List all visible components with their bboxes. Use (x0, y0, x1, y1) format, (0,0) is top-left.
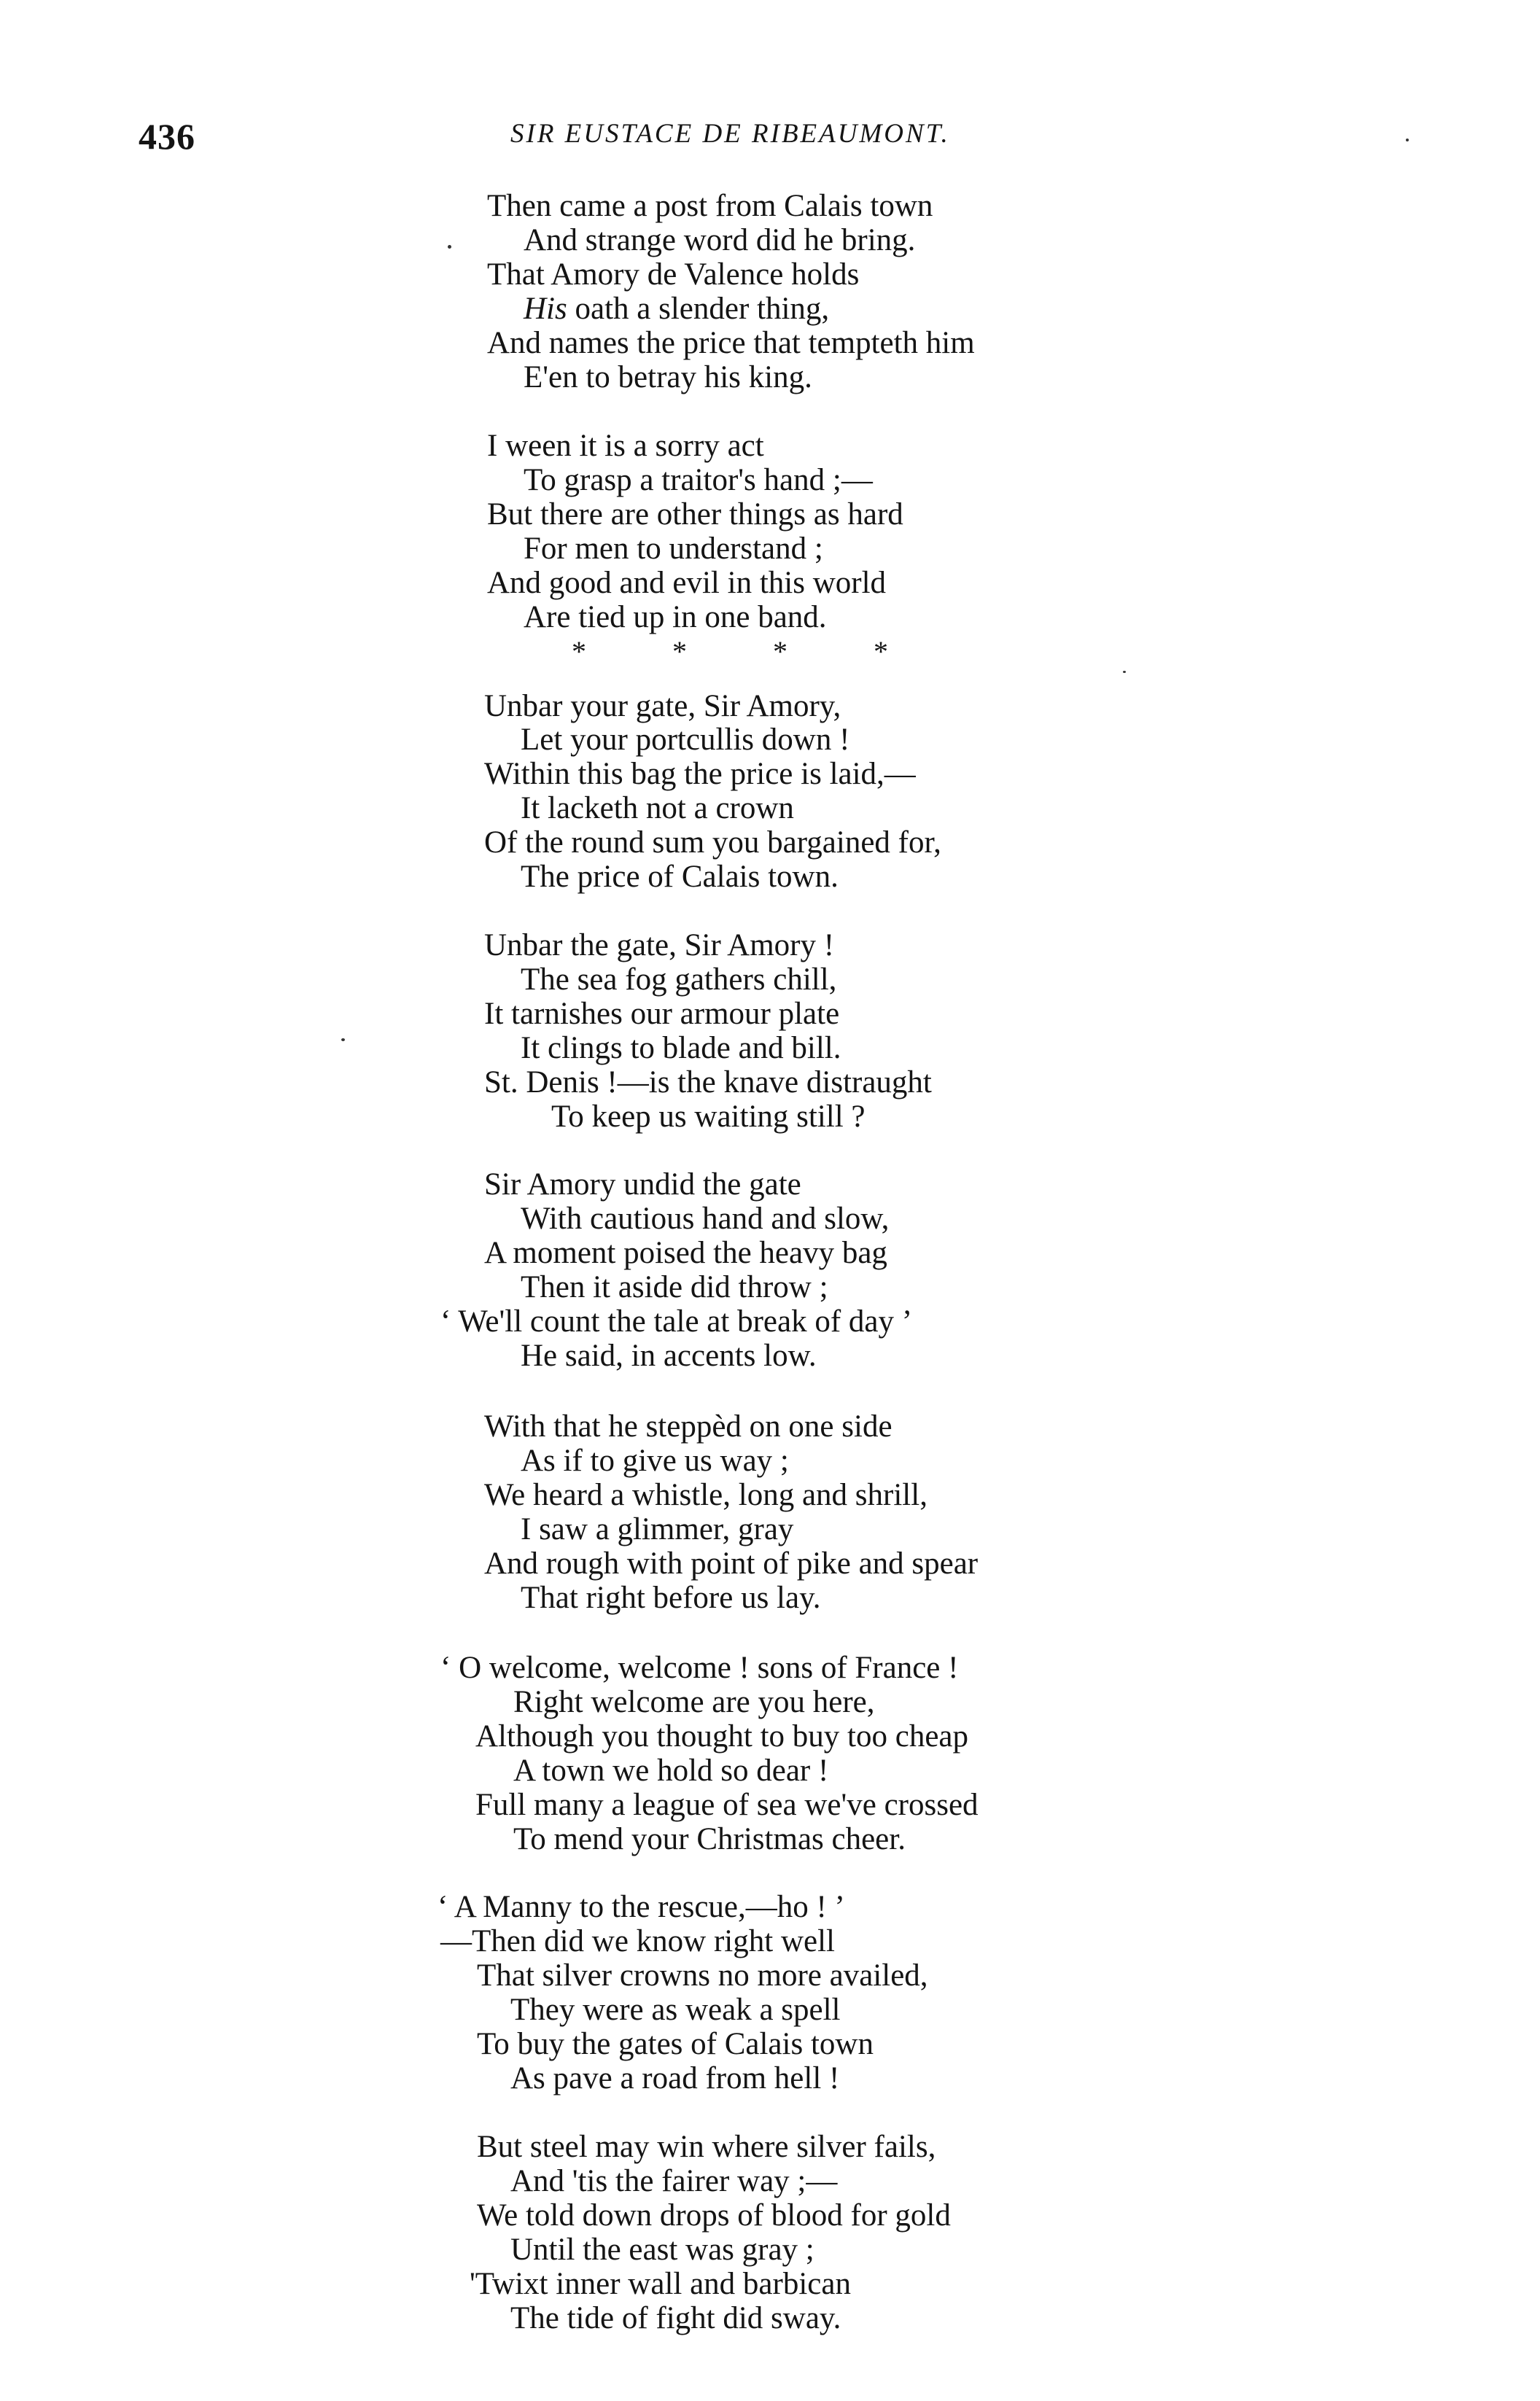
poem-line: And 'tis the fairer way ;— (510, 2164, 838, 2198)
asterisk: * (874, 635, 888, 668)
poem-line: For men to understand ; (524, 532, 823, 566)
section-break-asterisks (572, 634, 974, 669)
poem-line: Sir Amory undid the gate (484, 1167, 801, 1202)
poem-line: Then came a post from Calais town (487, 189, 933, 223)
poem-line: And names the price that tempteth him (487, 326, 975, 360)
poem-line: That right before us lay. (521, 1581, 821, 1615)
poem-line: As if to give us way ; (521, 1444, 789, 1478)
poem-line: Are tied up in one band. (524, 600, 827, 634)
poem-line: A town we hold so dear ! (513, 1754, 829, 1788)
poem-line: He said, in accents low. (521, 1339, 817, 1373)
asterisk: * (572, 635, 586, 668)
poem-line: And strange word did he bring. (524, 223, 916, 257)
poem-line: 'Twixt inner wall and barbican (470, 2267, 851, 2301)
print-speck (1406, 139, 1409, 141)
poem-line: Full many a league of sea we've crossed (475, 1788, 979, 1822)
poem-line: To keep us waiting still ? (551, 1100, 866, 1134)
poem-line: To mend your Christmas cheer. (513, 1822, 906, 1856)
running-head: SIR EUSTACE DE RIBEAUMONT. (510, 119, 950, 149)
poem-line: ‘ A Manny to the rescue,—ho ! ’ (438, 1890, 845, 1924)
poem-line: Of the round sum you bargained for, (484, 825, 941, 860)
poem-line-text: oath a slender thing, (567, 292, 830, 326)
poem-line: Right welcome are you here, (513, 1685, 875, 1719)
poem-line: And good and evil in this world (487, 566, 887, 600)
print-speck (1123, 671, 1126, 673)
poem-line: But steel may win where silver fails, (477, 2130, 936, 2164)
poem-line: Then it aside did throw ; (521, 1270, 828, 1304)
poem-line: Although you thought to buy too cheap (475, 1719, 968, 1754)
poem-line: It clings to blade and bill. (521, 1031, 841, 1065)
poem-line: The sea fog gathers chill, (521, 962, 837, 997)
poem-line: —Then did we know right well (440, 1924, 835, 1958)
poem-line: ‘ O welcome, welcome ! sons of France ! (440, 1651, 959, 1685)
poem-line: St. Denis !—is the knave distraught (484, 1065, 932, 1100)
poem-line: The tide of fight did sway. (510, 2301, 841, 2335)
poem-line: With that he steppèd on one side (484, 1409, 892, 1444)
poem-line: It tarnishes our armour plate (484, 997, 840, 1031)
poem-line (524, 293, 829, 324)
asterisk: * (672, 635, 687, 668)
print-speck (341, 1038, 345, 1041)
poem-line: They were as weak a spell (510, 1993, 841, 2027)
poem-line: I saw a glimmer, gray (521, 1512, 794, 1546)
poem-line: And rough with point of pike and spear (484, 1546, 979, 1581)
poem-line: It lacketh not a crown (521, 791, 794, 825)
poem-line: Unbar your gate, Sir Amory, (484, 689, 841, 723)
poem-line: Within this bag the price is laid,— (484, 757, 916, 791)
poem-line: The price of Calais town. (521, 860, 839, 894)
poem-line: That silver crowns no more availed, (477, 1958, 928, 1993)
poem-line: That Amory de Valence holds (487, 257, 860, 292)
poem-line: Until the east was gray ; (510, 2233, 814, 2267)
poem-line: We told down drops of blood for gold (477, 2198, 951, 2233)
poem-line: As pave a road from hell ! (510, 2061, 840, 2095)
poem-line: To buy the gates of Calais town (477, 2027, 874, 2061)
print-speck (448, 245, 451, 249)
asterisk: * (773, 635, 788, 668)
poem-line: Unbar the gate, Sir Amory ! (484, 928, 835, 962)
poem-line: We heard a whistle, long and shrill, (484, 1478, 928, 1512)
poem-line: E'en to betray his king. (524, 360, 812, 394)
poem-line: But there are other things as hard (487, 497, 903, 532)
poem-line: A moment poised the heavy bag (484, 1236, 887, 1270)
italic-word: His (524, 292, 567, 326)
poem-line: With cautious hand and slow, (521, 1202, 890, 1236)
poem-line: ‘ We'll count the tale at break of day ’ (440, 1304, 913, 1339)
poem-line: Let your portcullis down ! (521, 723, 850, 757)
poem-line: To grasp a traitor's hand ;— (524, 463, 873, 497)
page-number: 436 (139, 116, 195, 157)
poem-line: I ween it is a sorry act (487, 429, 764, 463)
